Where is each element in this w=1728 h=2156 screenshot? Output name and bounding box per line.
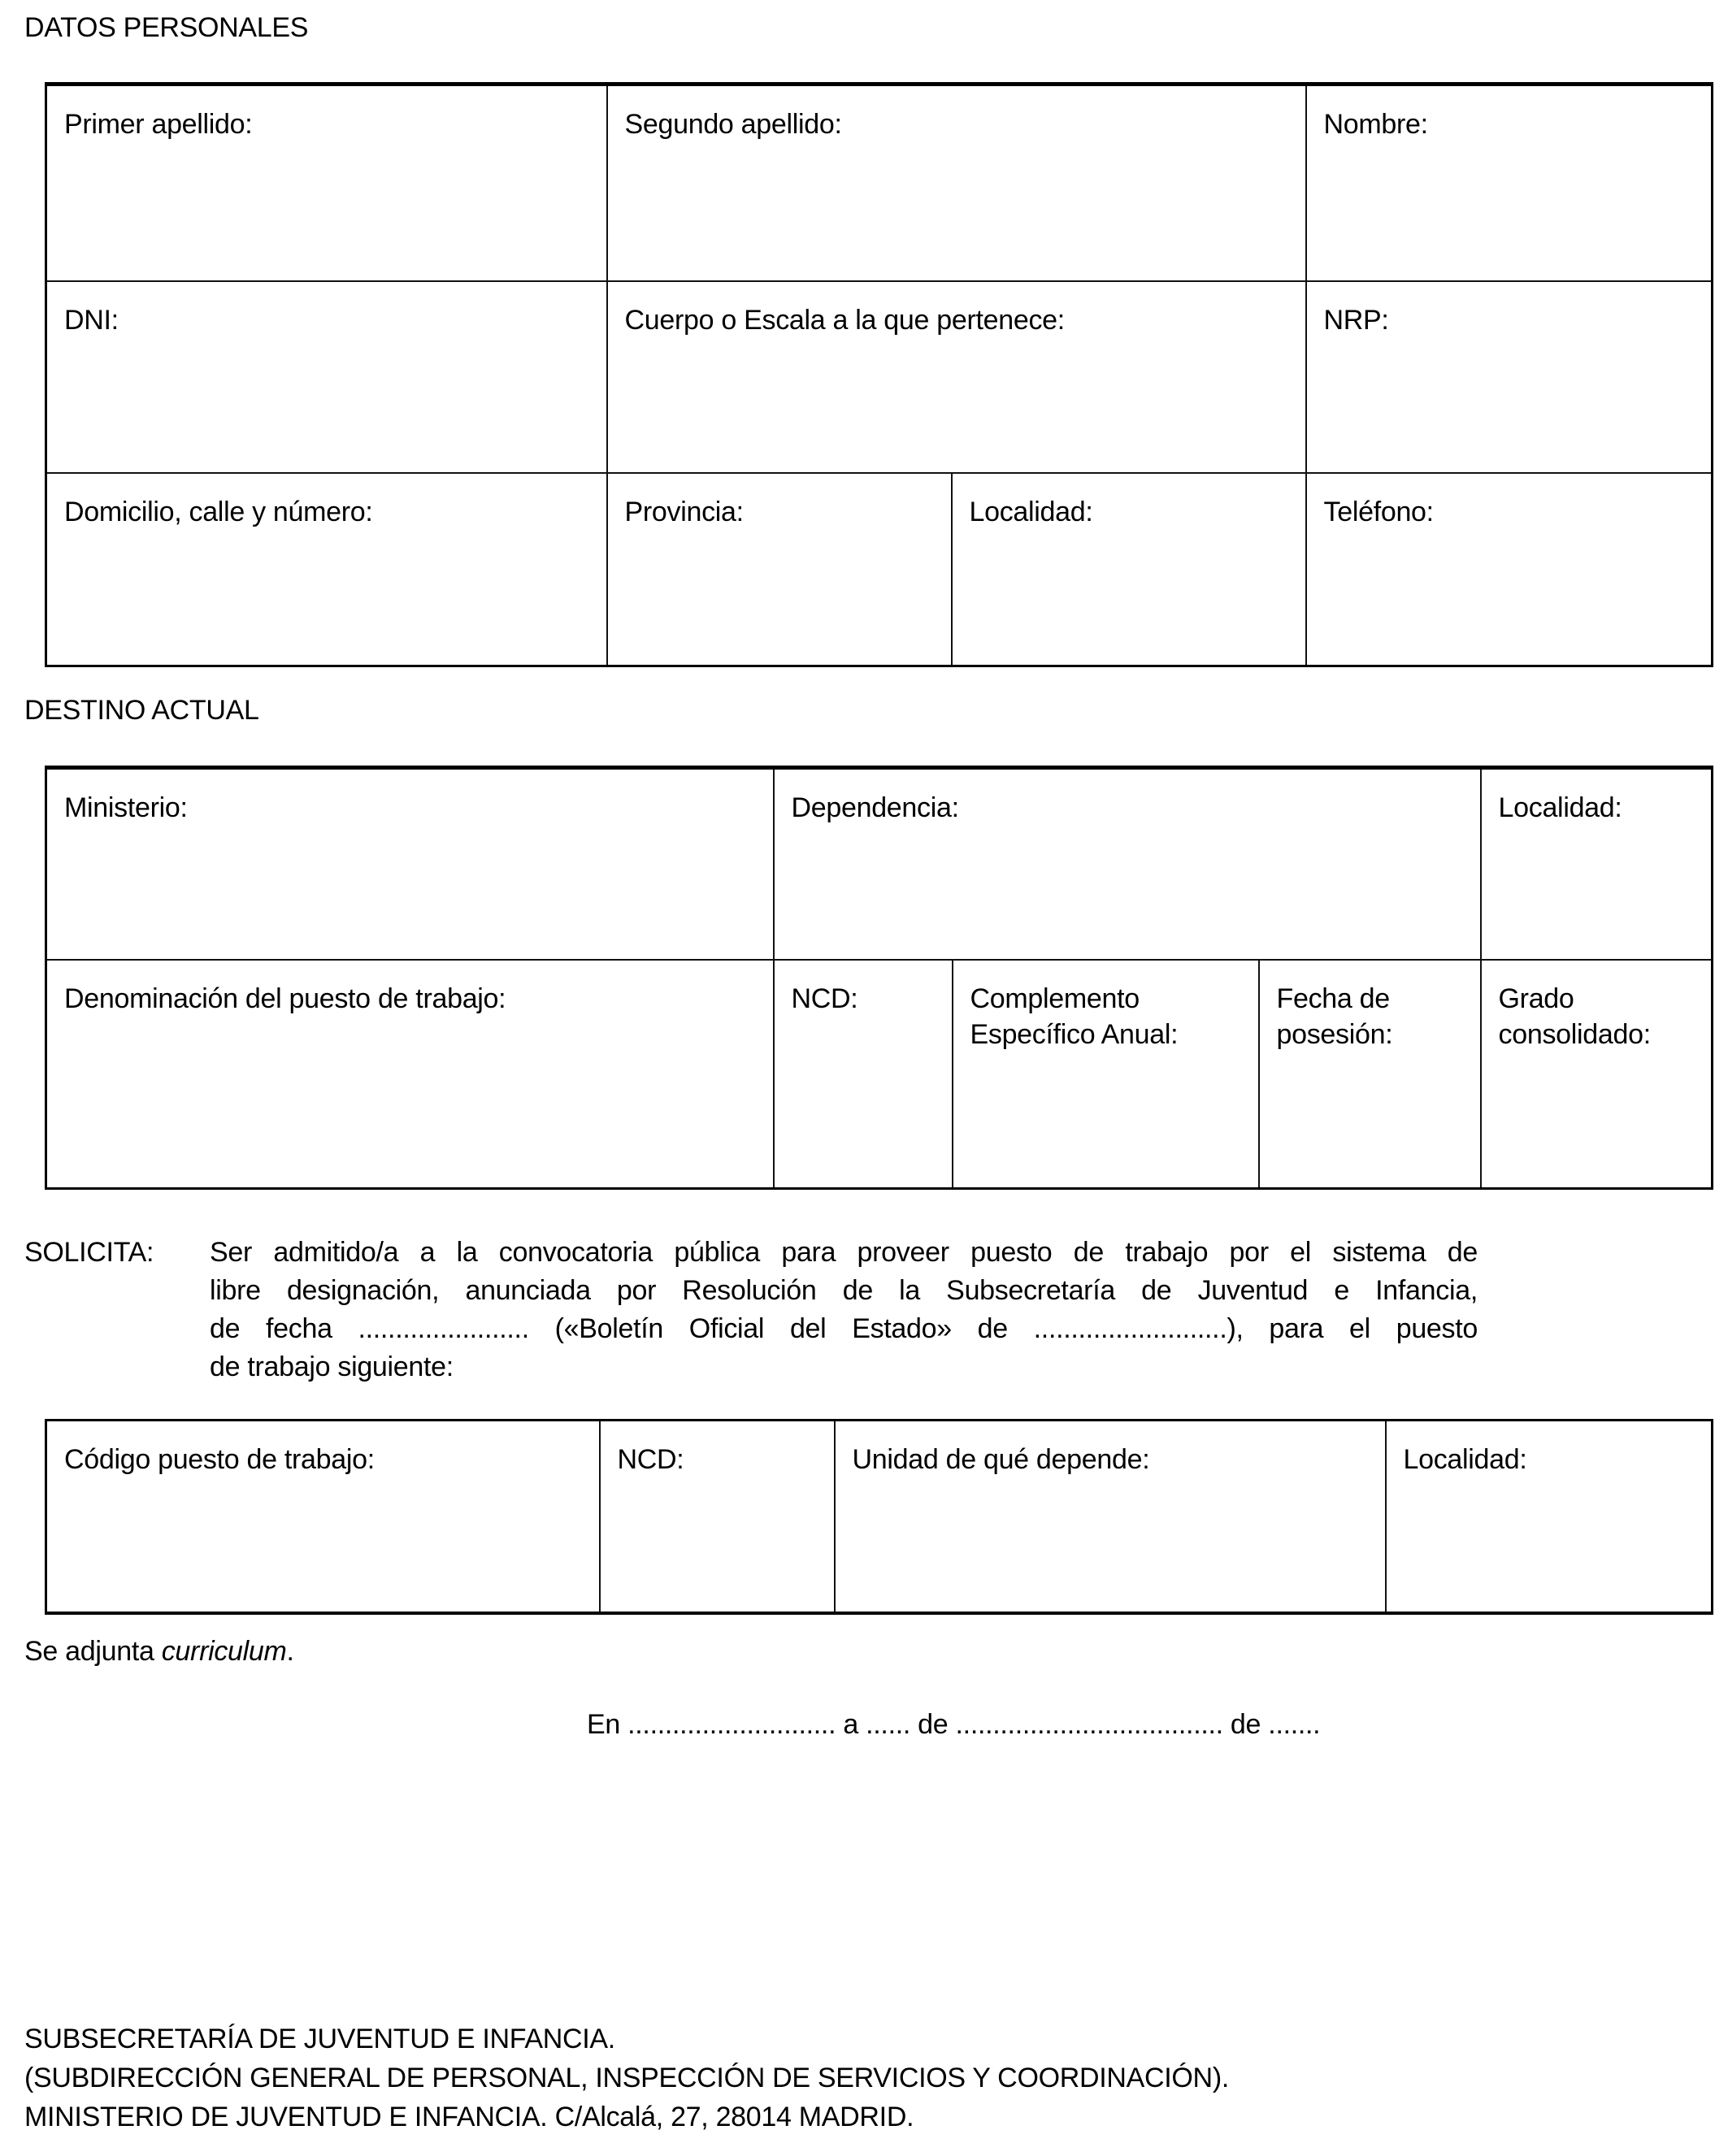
solicita-line: libre designación, anunciada por Resolución de la Subsecretaría de Juventud e Infancia, bbox=[210, 1275, 1478, 1306]
cell-unidad-depende bbox=[835, 1421, 1386, 1614]
datos-personales-table bbox=[45, 82, 1713, 667]
field-label: Unidad de qué depende: bbox=[852, 1444, 1150, 1475]
cell-denominacion-puesto bbox=[46, 960, 774, 1189]
footer-line-ministerio: MINISTERIO DE JUVENTUD E INFANCIA. C/Alcalá, 27, 28014 MADRID. bbox=[24, 2102, 914, 2132]
adjunta-prefix: Se adjunta bbox=[24, 1636, 162, 1667]
field-label: Cuerpo o Escala a la que pertenece: bbox=[624, 305, 1065, 336]
field-label: Denominación del puesto de trabajo: bbox=[64, 983, 506, 1014]
cell-dependencia bbox=[774, 768, 1481, 961]
cell-nombre bbox=[1306, 85, 1713, 282]
destino-actual-table bbox=[45, 766, 1713, 1190]
adjunta-suffix: . bbox=[286, 1636, 294, 1667]
table-row bbox=[46, 960, 1713, 1189]
table-row bbox=[46, 281, 1713, 473]
cell-segundo-apellido bbox=[607, 85, 1306, 282]
cell-complemento-especifico bbox=[953, 960, 1259, 1189]
field-label: DNI: bbox=[64, 305, 119, 336]
field-label: Localidad: bbox=[1498, 792, 1622, 823]
cell-localidad-destino bbox=[1481, 768, 1713, 961]
cell-provincia bbox=[607, 473, 952, 666]
footer-line-subdireccion: (SUBDIRECCIÓN GENERAL DE PERSONAL, INSPECCIÓN DE SERVICIOS Y COORDINACIÓN). bbox=[24, 2063, 1229, 2093]
cell-telefono bbox=[1306, 473, 1713, 666]
field-label: Complemento Específico Anual: bbox=[970, 983, 1179, 1050]
cell-localidad bbox=[952, 473, 1306, 666]
table-row bbox=[46, 768, 1713, 961]
adjunta-curriculum-word: curriculum bbox=[161, 1636, 287, 1667]
table-row bbox=[46, 1421, 1713, 1614]
field-label: Segundo apellido: bbox=[624, 109, 842, 140]
cell-ncd-puesto bbox=[600, 1421, 835, 1614]
puesto-solicitado-table bbox=[45, 1419, 1713, 1615]
field-label: Teléfono: bbox=[1323, 497, 1434, 527]
section-heading-datos-personales: DATOS PERSONALES bbox=[24, 12, 309, 43]
solicita-label: SOLICITA: bbox=[24, 1237, 154, 1268]
cell-dni bbox=[46, 281, 607, 473]
field-label: Localidad: bbox=[1403, 1444, 1527, 1475]
table-row bbox=[46, 473, 1713, 666]
date-place-line: En ............................ a ...... de .................................... de ....... bbox=[587, 1709, 1321, 1740]
field-label: NCD: bbox=[791, 983, 858, 1014]
field-label: Dependencia: bbox=[791, 792, 959, 823]
cell-localidad-puesto bbox=[1386, 1421, 1713, 1614]
footer-address-block bbox=[24, 2019, 1229, 2136]
solicita-line: Ser admitido/a a la convocatoria pública para proveer puesto de trabajo por el sistema de bbox=[210, 1237, 1478, 1268]
cell-domicilio bbox=[46, 473, 607, 666]
cell-grado-consolidado bbox=[1481, 960, 1713, 1189]
field-label: Primer apellido: bbox=[64, 109, 253, 140]
field-label: Código puesto de trabajo: bbox=[64, 1444, 375, 1475]
cell-primer-apellido bbox=[46, 85, 607, 282]
solicita-paragraph bbox=[210, 1234, 1478, 1386]
field-label: NCD: bbox=[617, 1444, 684, 1475]
solicita-line: de trabajo siguiente: bbox=[210, 1351, 454, 1382]
field-label: NRP: bbox=[1323, 305, 1389, 336]
field-label: Grado consolidado: bbox=[1498, 983, 1651, 1050]
cell-fecha-posesion bbox=[1259, 960, 1481, 1189]
field-label: Ministerio: bbox=[64, 792, 188, 823]
section-heading-destino-actual: DESTINO ACTUAL bbox=[24, 695, 259, 726]
field-label: Localidad: bbox=[969, 497, 1093, 527]
table-row bbox=[46, 85, 1713, 282]
field-label: Provincia: bbox=[624, 497, 744, 527]
field-label: Fecha de posesión: bbox=[1276, 983, 1393, 1050]
field-label: Nombre: bbox=[1323, 109, 1428, 140]
adjunta-curriculum-note bbox=[24, 1633, 294, 1669]
cell-ncd-destino bbox=[774, 960, 953, 1189]
field-label: Domicilio, calle y número: bbox=[64, 497, 373, 527]
cell-codigo-puesto bbox=[46, 1421, 600, 1614]
solicita-block bbox=[24, 1234, 1479, 1386]
footer-line-subsecretaria: SUBSECRETARÍA DE JUVENTUD E INFANCIA. bbox=[24, 2024, 615, 2054]
cell-nrp bbox=[1306, 281, 1713, 473]
cell-cuerpo-escala bbox=[607, 281, 1306, 473]
cell-ministerio bbox=[46, 768, 774, 961]
solicita-line: de fecha ....................... («Boletín Oficial del Estado» de ..........................), para el puesto bbox=[210, 1313, 1478, 1344]
